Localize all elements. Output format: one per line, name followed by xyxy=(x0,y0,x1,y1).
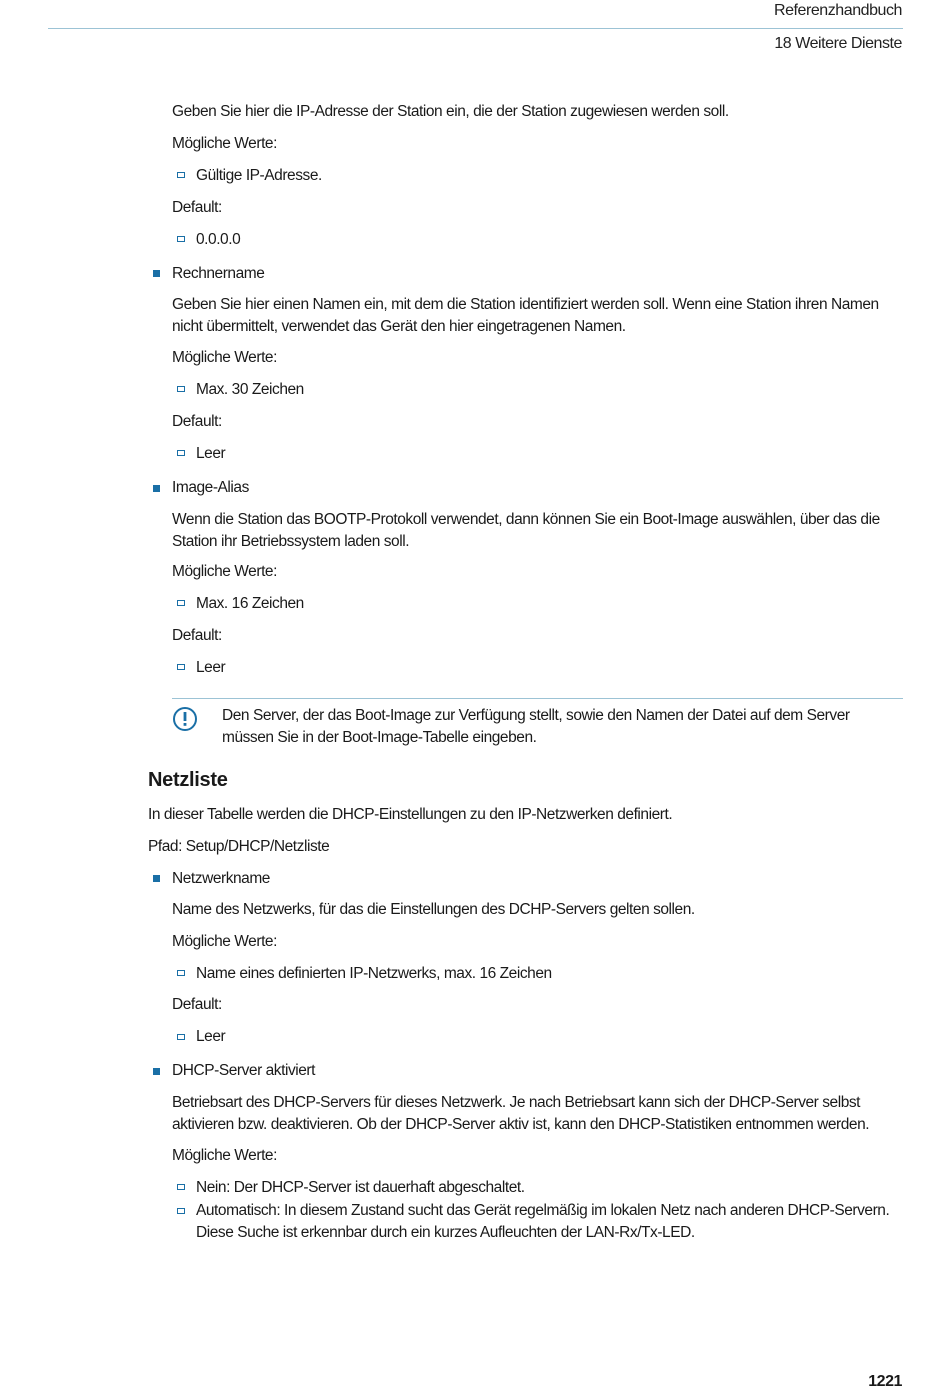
page-number: 1221 xyxy=(868,1373,902,1390)
hollow-square-icon xyxy=(177,664,185,670)
dhcp-server-title: DHCP-Server aktiviert xyxy=(172,1062,315,1079)
intro-default: 0.0.0.0 xyxy=(196,231,241,248)
filled-square-icon xyxy=(153,485,160,492)
hollow-square-icon xyxy=(177,1184,185,1190)
dhcp-server-values-label: Mögliche Werte: xyxy=(172,1147,277,1164)
hollow-square-icon xyxy=(177,172,185,178)
rechnername-default: Leer xyxy=(196,445,226,462)
header-title: Referenzhandbuch xyxy=(773,2,902,19)
hollow-square-icon xyxy=(177,970,185,976)
rechnername-values-label: Mögliche Werte: xyxy=(172,349,277,366)
netzwerkname-default-label: Default: xyxy=(172,996,222,1013)
hollow-square-icon xyxy=(177,1208,185,1214)
hollow-square-icon xyxy=(177,600,185,606)
image-alias-title: Image-Alias xyxy=(172,479,249,496)
hollow-square-icon xyxy=(177,236,185,242)
note-text: Den Server, der das Boot-Image zur Verfügung stellt, sowie den Namen der Datei auf dem Server müssen Sie in der Boot-Image-Tabelle eingeben. xyxy=(222,707,850,746)
rechnername-value: Max. 30 Zeichen xyxy=(196,381,304,398)
image-alias-value: Max. 16 Zeichen xyxy=(196,595,304,612)
netzwerkname-value: Name eines definierten IP-Netzwerks, max. 16 Zeichen xyxy=(196,965,552,982)
header-rule xyxy=(48,28,903,29)
filled-square-icon xyxy=(153,270,160,277)
hollow-square-icon xyxy=(177,1034,185,1040)
image-alias-text: Wenn die Station das BOOTP-Protokoll verwendet, dann können Sie ein Boot-Image auswählen, über das die Station ihr Betriebssystem laden soll. xyxy=(172,511,880,550)
rechnername-title: Rechnername xyxy=(172,265,265,282)
netzwerkname-default: Leer xyxy=(196,1028,226,1045)
intro-value: Gültige IP-Adresse. xyxy=(196,167,322,184)
dhcp-server-value-1: Nein: Der DHCP-Server ist dauerhaft abgeschaltet. xyxy=(196,1179,525,1196)
note-rule xyxy=(172,698,903,699)
section-heading: Netzliste xyxy=(148,769,228,791)
image-alias-values-label: Mögliche Werte: xyxy=(172,563,277,580)
image-alias-default-label: Default: xyxy=(172,627,222,644)
header-chapter: 18 Weitere Dienste xyxy=(774,35,902,52)
netzwerkname-values-label: Mögliche Werte: xyxy=(172,933,277,950)
attention-icon xyxy=(172,706,198,732)
netzwerkname-text: Name des Netzwerks, für das die Einstellungen des DCHP-Servers gelten sollen. xyxy=(172,901,695,918)
filled-square-icon xyxy=(153,875,160,882)
netzwerkname-title: Netzwerkname xyxy=(172,870,270,887)
hollow-square-icon xyxy=(177,450,185,456)
filled-square-icon xyxy=(153,1068,160,1075)
netzliste-path: Pfad: Setup/DHCP/Netzliste xyxy=(148,838,330,855)
dhcp-server-value-2: Automatisch: In diesem Zustand sucht das Gerät regelmäßig im lokalen Netz nach anderen DHCP-Servern. Diese Suche ist erkennbar durch ein kurzes Aufleuchten der LAN-Rx/Tx-LED. xyxy=(196,1202,890,1241)
intro-values-label: Mögliche Werte: xyxy=(172,135,277,152)
netzliste-intro: In dieser Tabelle werden die DHCP-Einstellungen zu den IP-Netzwerken definiert. xyxy=(148,806,673,823)
image-alias-default: Leer xyxy=(196,659,226,676)
rechnername-default-label: Default: xyxy=(172,413,222,430)
rechnername-text: Geben Sie hier einen Namen ein, mit dem die Station identifiziert werden soll. Wenn eine Station ihren Namen nicht übermittelt, verwendet das Gerät den hier eingetragenen Namen. xyxy=(172,296,879,335)
hollow-square-icon xyxy=(177,386,185,392)
intro-default-label: Default: xyxy=(172,199,222,216)
dhcp-server-text: Betriebsart des DHCP-Servers für dieses Netzwerk. Je nach Betriebsart kann sich der DHCP-Server selbst aktivieren bzw. deaktivieren. Ob der DHCP-Server aktiv ist, kann den DHCP-Statistiken entnommen werden. xyxy=(172,1094,870,1133)
intro-text: Geben Sie hier die IP-Adresse der Station ein, die der Station zugewiesen werden soll. xyxy=(172,103,729,120)
